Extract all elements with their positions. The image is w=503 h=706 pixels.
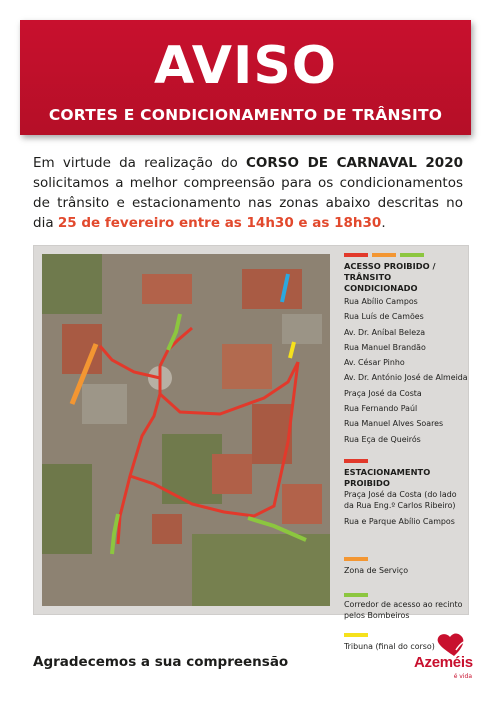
event-date: 25 de fevereiro entre as 14h30 e as 18h30 [57, 215, 382, 231]
legend-street-item: Av. Dr. Aníbal Beleza [344, 327, 426, 337]
logo-tagline: é vida [453, 673, 472, 680]
intro-text-1: Em virtude da realização do [33, 155, 247, 171]
legend-tribune: Tribuna (final do corso) [344, 641, 435, 651]
legend-service-zone: Zona de Serviço [344, 566, 409, 576]
swatch-parking [344, 459, 368, 463]
banner-subtitle: CORTES E CONDICIONAMENTO DE TRÂNSITO [48, 106, 443, 124]
legend-street-item: Praça José da Costa [344, 388, 422, 398]
swatch-green [400, 253, 424, 257]
legend-street-item: Rua Luís de Camões [344, 312, 424, 322]
legend-street-item: Rua Manuel Alves Soares [344, 419, 444, 429]
legend-heading-parking: ESTACIONAMENTO PROIBIDO [344, 466, 431, 488]
swatch-corridor [344, 593, 368, 597]
legend-street-list [344, 294, 468, 447]
legend-street-item: Rua Manuel Brandão [344, 342, 426, 352]
swatch-tribune [344, 633, 368, 637]
thanks-message: Agradecemos a sua compreensão [33, 654, 289, 670]
banner-title: AVISO [154, 36, 337, 96]
legend-parking-item-1: Praça José da Costa (do lado da Rua Eng.º Carlos Ribeiro) [344, 489, 457, 510]
azemeis-logo [414, 632, 484, 692]
map-panel [33, 245, 469, 651]
aerial-map-graphic [42, 254, 330, 606]
legend-street-item: Av. Dr. António José de Almeida [344, 373, 468, 383]
swatch-service [344, 557, 368, 561]
swatch-orange [372, 253, 396, 257]
event-name: CORSO DE CARNAVAL 2020 [246, 155, 463, 171]
aerial-map [42, 254, 330, 606]
legend-parking-item-2: Rua e Parque Abílio Campos [344, 516, 455, 526]
legend-street-item: Rua Abílio Campos [344, 297, 418, 306]
logo-name: Azeméis [414, 654, 473, 671]
header-banner [20, 20, 471, 135]
legend-swatches [344, 253, 464, 257]
intro-text-3: . [381, 215, 386, 231]
legend-street-item: Rua Fernando Paúl [344, 404, 418, 414]
swatch-red [344, 253, 368, 257]
intro-text-2: solicitamos a melhor compreensão para os condicionamentos de trânsito e estacionamento nas zonas abaixo descritas no dia [33, 175, 463, 231]
legend [344, 253, 468, 654]
legend-corridor: Corredor de acesso ao recinto pelos Bombeiros [344, 599, 463, 620]
legend-heading-access: ACESSO PROIBIDO / TRÂNSITO CONDICIONADO [344, 261, 436, 293]
legend-street-item: Av. César Pinho [344, 358, 405, 368]
legend-street-item: Rua Eça de Queirós [344, 434, 421, 444]
intro-paragraph [33, 153, 463, 233]
